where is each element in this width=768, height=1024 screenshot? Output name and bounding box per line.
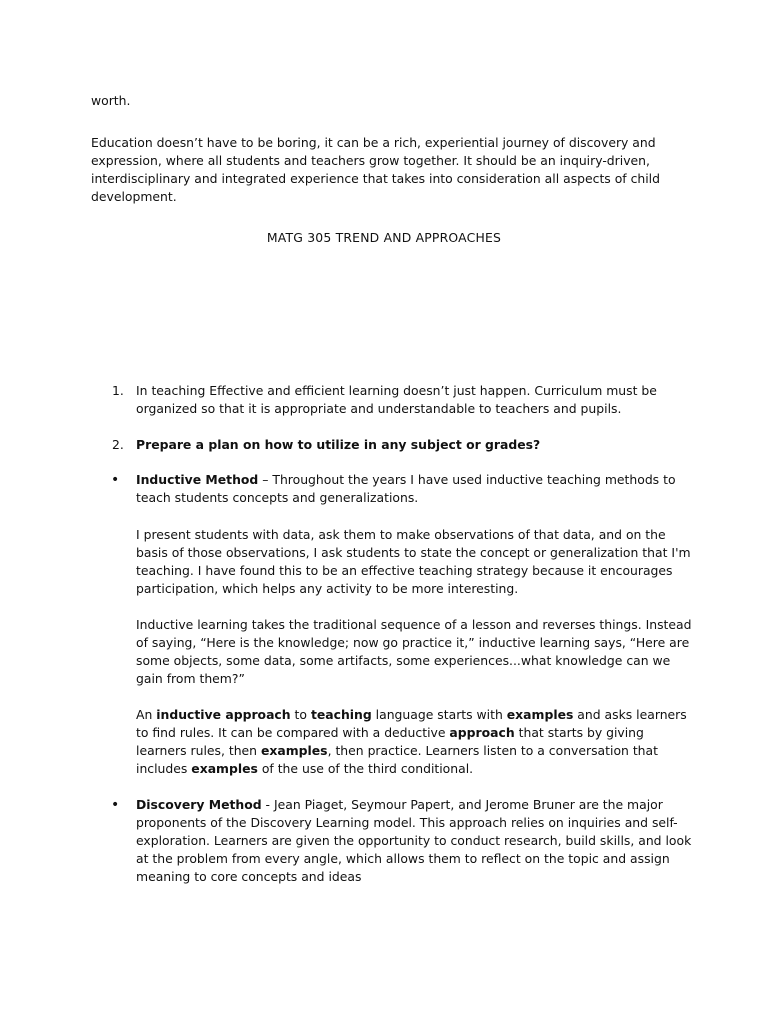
inductive-paragraph-4 [136,706,696,778]
intro-paragraph: Education doesn’t have to be boring, it can be a rich, experiential journey of discovery and expression, where all students and teachers grow together. It should be an inquiry-driven, interdisciplinary and integrated experience that takes into consideration all aspects of child development. [91,135,660,204]
bold-run: teaching [310,707,372,722]
intro-fragment: worth. [91,93,131,108]
text-run: that starts by giving learners rules, then [136,725,644,758]
document-title: MATG 305 TREND AND APPROACHES [266,230,502,245]
text-run: language starts with [371,707,507,722]
discovery-paragraph [136,796,696,886]
text-run: of the use of the third conditional. [257,761,474,776]
inductive-heading: Inductive Method [136,472,259,487]
bold-run: examples [506,707,574,722]
list-item-2-bold: Prepare a plan on how to utilize in any subject or grades? [136,437,541,452]
inductive-paragraph-3: Inductive learning takes the traditional sequence of a lesson and reverses things. Instead of saying, “Here is the knowledge; now go practice it,” inductive learning says, “Here are some objects, some data, some artifacts, some experiences...what knowledge can we gain from them?” [136,617,692,686]
discovery-heading: Discovery Method [136,797,262,812]
list-number-2: 2. [112,437,124,452]
list-number-1: 1. [112,383,124,398]
text-run: to [290,707,311,722]
inductive-lead [136,471,696,507]
bold-run: examples [191,761,258,776]
bold-run: approach [449,725,515,740]
discovery-lead-text: - Jean Piaget, Seymour Papert, and Jerome Bruner are the major proponents of the Discovery Learning model. This approach relies on inquiries and self-exploration. Learners are given the opportunity to conduct research, build skills, and look at the problem from every angle, which allows them to reflect on the topic and assign meaning to core concepts and ideas [136,797,692,884]
text-run: An [136,707,157,722]
inductive-lead-text: – Throughout the years I have used inductive teaching methods to teach students concepts and generalizations. [136,472,676,505]
list-item-1-text: In teaching Effective and efficient learning doesn’t just happen. Curriculum must be organized so that it is appropriate and understandable to teachers and pupils. [136,383,657,416]
list-item-2-text [136,436,696,454]
text-run: and asks learners to find rules. It can be compared with a deductive [136,707,687,740]
bullet-icon: • [111,797,120,813]
bold-run: inductive approach [156,707,291,722]
inductive-paragraph-2: I present students with data, ask them to make observations of that data, and on the basis of those observations, I ask students to state the concept or generalization that I'm teaching. I have found this to be an effective teaching strategy because it encourages participation, which helps any activity to be more interesting. [136,527,691,596]
bullet-icon: • [111,472,120,488]
bold-run: examples [260,743,328,758]
text-run: , then practice. Learners listen to a conversation that includes [136,743,658,776]
